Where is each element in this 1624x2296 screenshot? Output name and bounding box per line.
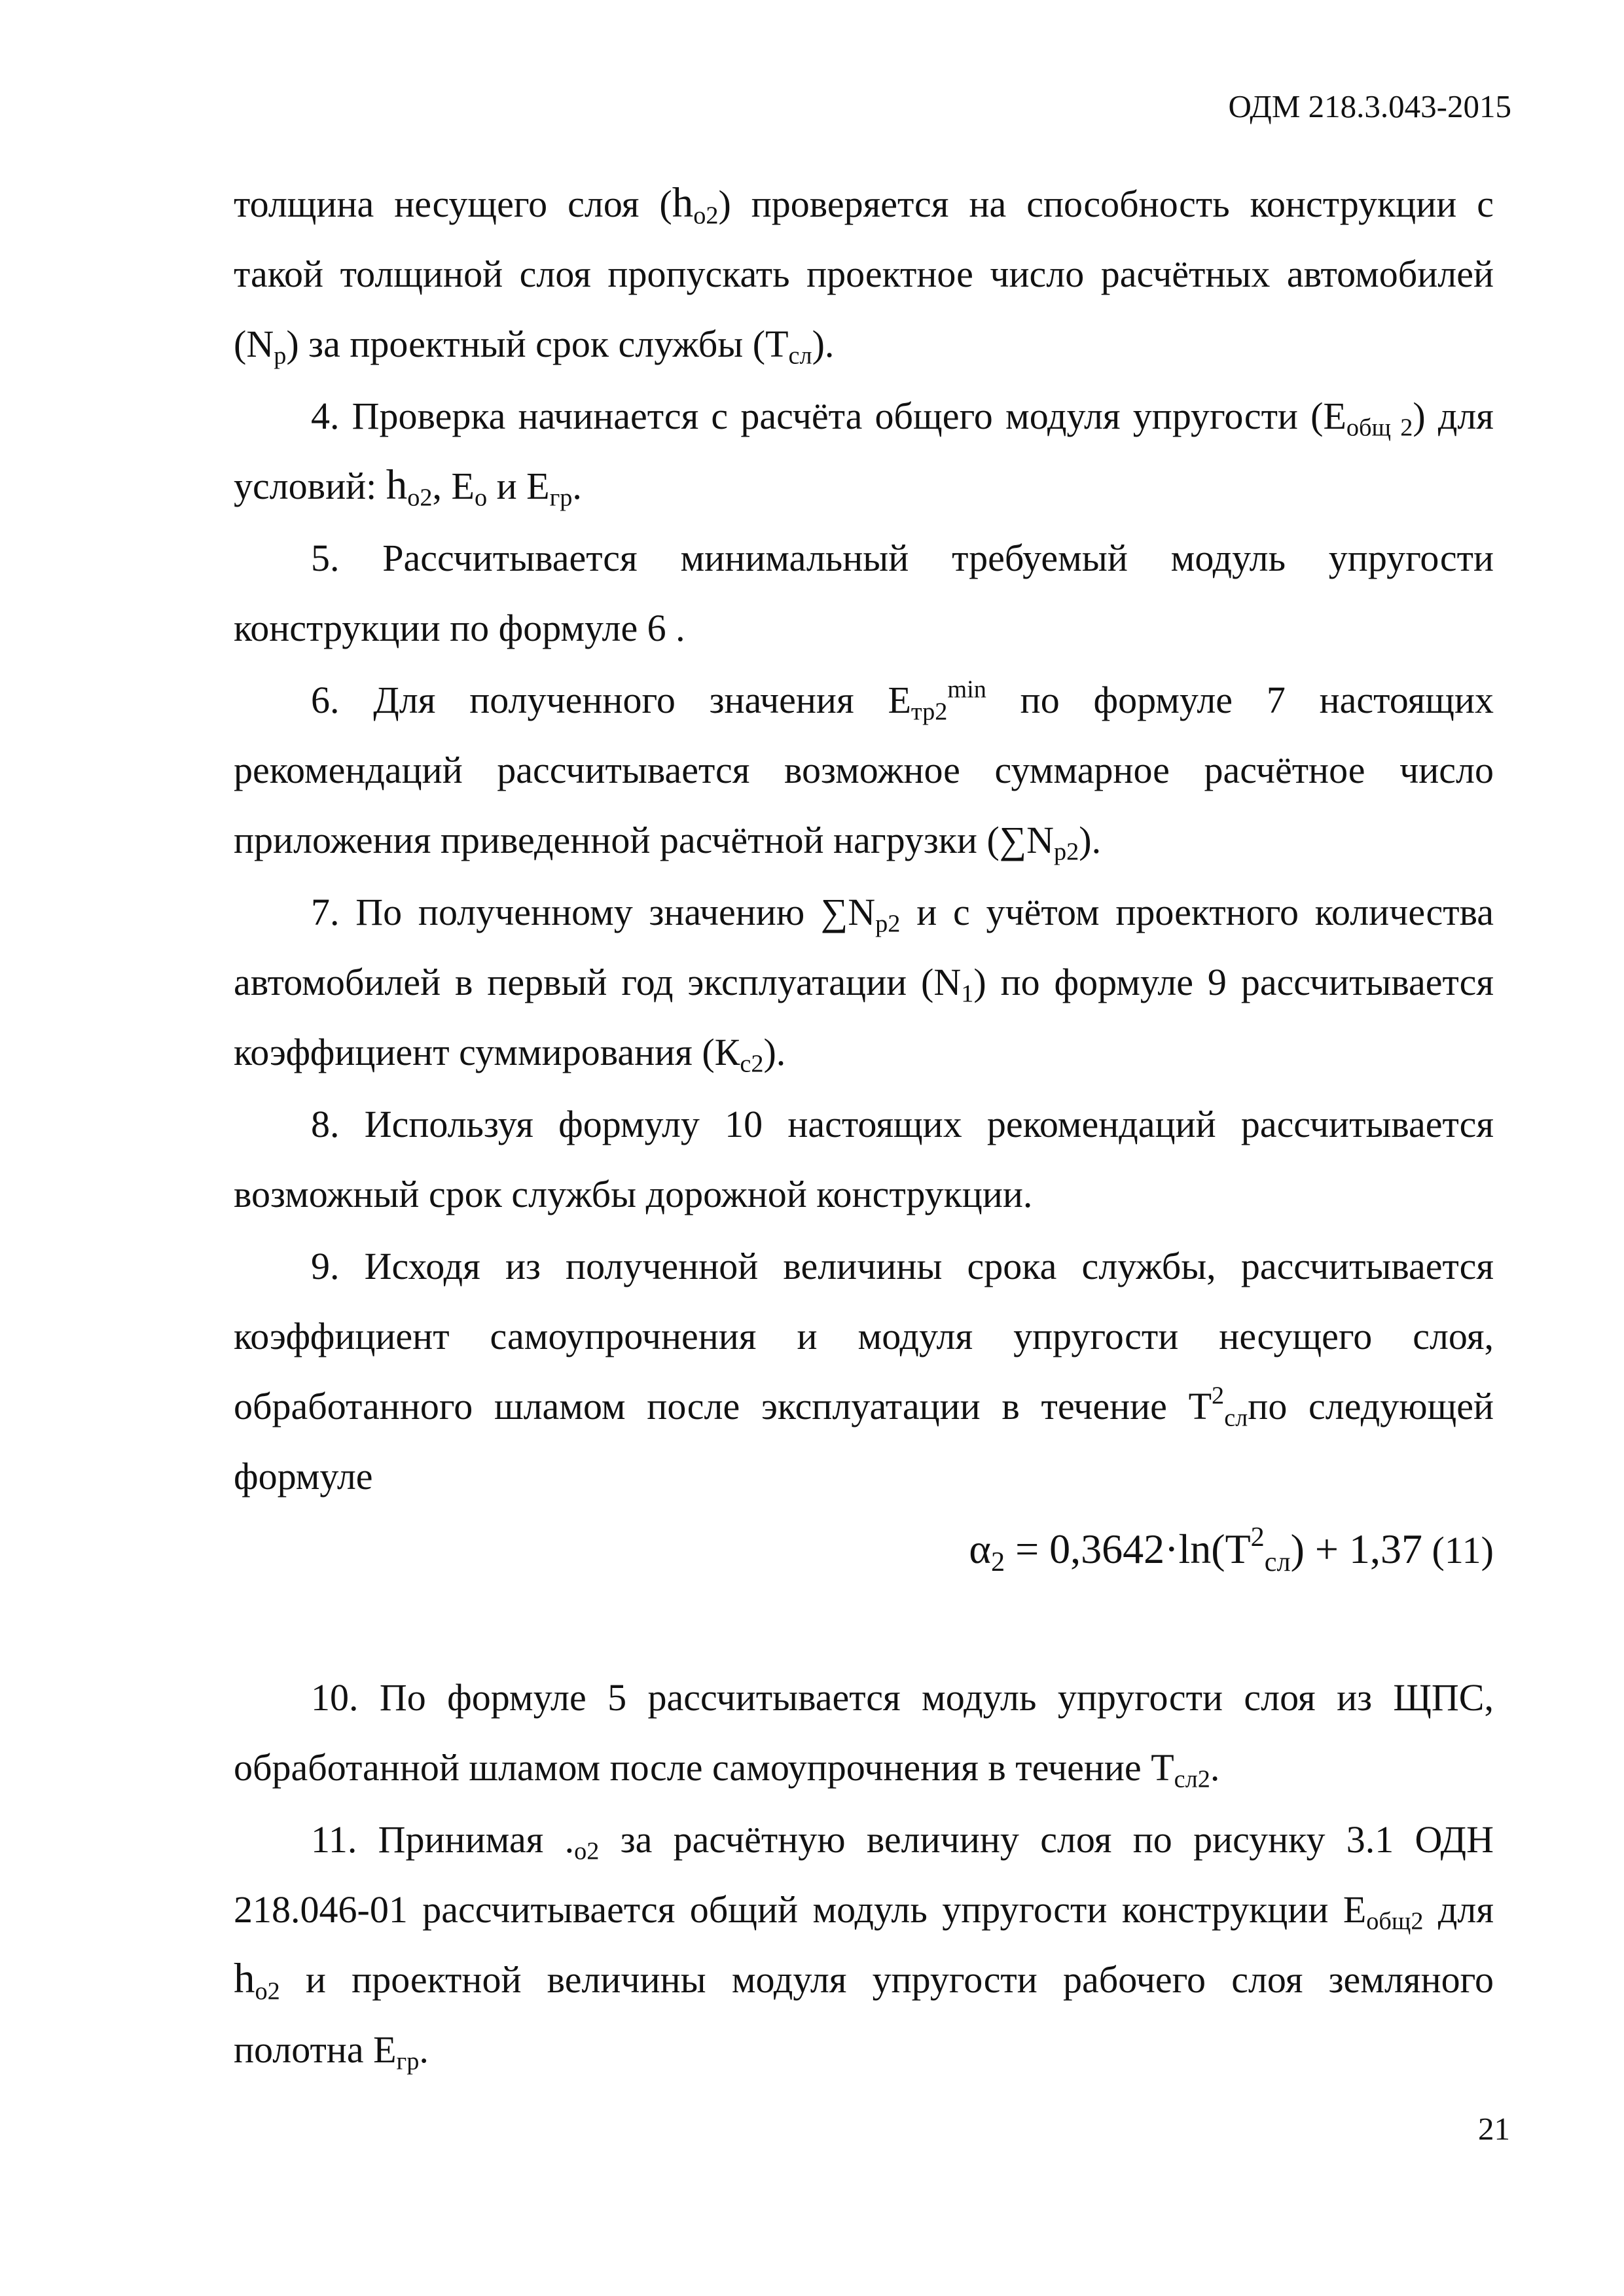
symbol-n: N bbox=[1026, 819, 1055, 861]
subscript: р2 bbox=[1054, 838, 1079, 866]
symbol-e: Е bbox=[888, 679, 911, 721]
subscript: сл bbox=[1224, 1404, 1248, 1432]
text: ) проверяется на способность конструкции с такой толщиной слоя пропускать проектное число расчётных автомобилей ( bbox=[234, 183, 1494, 365]
paragraph-item-5 bbox=[234, 523, 1494, 663]
subscript: сл bbox=[1264, 1546, 1291, 1577]
text: 7. По полученному значению bbox=[311, 891, 821, 933]
symbol-t: Т bbox=[1225, 1526, 1251, 1572]
superscript: 2 bbox=[1250, 1521, 1265, 1552]
text: 5. Рассчитывается минимальный требуемый модуль упругости конструкции по формуле 6 . bbox=[234, 537, 1494, 649]
symbol-n: N bbox=[848, 891, 876, 933]
symbol-t: Т bbox=[765, 323, 789, 365]
text: 4. Проверка начинается с расчёта общего модуля упругости ( bbox=[311, 395, 1324, 437]
formula-text: ) + 1,37 bbox=[1290, 1526, 1423, 1572]
symbol-t: Т bbox=[1151, 1746, 1174, 1789]
formula-11 bbox=[234, 1511, 1494, 1585]
subscript: гр bbox=[549, 484, 573, 512]
text: ). bbox=[763, 1031, 786, 1073]
page-body bbox=[234, 169, 1494, 2085]
text: ). bbox=[812, 323, 835, 365]
superscript: min bbox=[947, 675, 986, 704]
subscript: о2 bbox=[693, 202, 719, 230]
subscript: о2 bbox=[574, 1837, 600, 1865]
text: и проектной величины модуля упругости рабочего слоя земляного полотна bbox=[234, 1958, 1494, 2071]
subscript: о2 bbox=[255, 1977, 280, 2005]
subscript: о bbox=[474, 484, 488, 512]
symbol-e: . bbox=[564, 1818, 575, 1861]
subscript: о2 bbox=[407, 484, 433, 512]
text: и bbox=[487, 465, 527, 507]
paragraph-item-4 bbox=[234, 381, 1494, 521]
paragraph-item-7 bbox=[234, 877, 1494, 1087]
paragraph-item-11 bbox=[234, 1804, 1494, 2085]
text: по формуле 7 настоящих рекомендаций рассчитывается возможное суммарное расчётное число приложения приведенной расчётной нагрузки ( bbox=[234, 679, 1494, 861]
text: для bbox=[1423, 1888, 1494, 1931]
symbol-e: Е bbox=[373, 2028, 397, 2071]
paragraph-continuation bbox=[234, 169, 1494, 379]
sum-symbol: ∑ bbox=[999, 819, 1027, 861]
page-number: 21 bbox=[1478, 2111, 1510, 2147]
text: за расчётную величину слоя по рисунку 3.1 ОДН 218.046-01 рассчитывается общий модуль упругости конструкции bbox=[234, 1818, 1494, 1931]
symbol-h: h bbox=[672, 179, 694, 226]
symbol-h: h bbox=[386, 461, 408, 509]
sum-symbol: ∑ bbox=[820, 891, 848, 933]
symbol-alpha: α bbox=[969, 1526, 991, 1572]
subscript: тр2 bbox=[911, 698, 948, 726]
text: 8. Используя формулу 10 настоящих рекомендаций рассчитывается возможный срок службы дорожной конструкции. bbox=[234, 1103, 1494, 1215]
text: . bbox=[572, 465, 582, 507]
symbol-e: Е bbox=[1323, 395, 1346, 437]
subscript: сл bbox=[788, 342, 812, 370]
text: по следующей формуле bbox=[234, 1385, 1494, 1498]
text: , bbox=[432, 465, 452, 507]
text: ) для условий: bbox=[234, 395, 1494, 507]
document-code-header: ОДМ 218.3.043-2015 bbox=[1228, 88, 1511, 124]
text: и с учётом проектного количества автомобилей в первый год эксплуатации ( bbox=[234, 891, 1494, 1003]
symbol-e: Е bbox=[1343, 1888, 1367, 1931]
symbol-k: К bbox=[714, 1031, 740, 1073]
text: . bbox=[1210, 1746, 1220, 1789]
subscript: 2 bbox=[990, 1546, 1005, 1577]
symbol-h: h bbox=[234, 1955, 255, 2002]
subscript: гр bbox=[396, 2047, 420, 2075]
text: . bbox=[419, 2028, 429, 2071]
equation-number: (11) bbox=[1422, 1529, 1494, 1571]
paragraph-item-10 bbox=[234, 1662, 1494, 1803]
text: 9. Исходя из полученной величины срока службы, рассчитывается коэффициент самоупрочнения и модуля упругости несущего слоя, обработанного шламом после эксплуатации в течение bbox=[234, 1245, 1494, 1427]
subscript: с2 bbox=[740, 1050, 764, 1078]
text: 10. По формуле 5 рассчитывается модуль упругости слоя из ЩПС, обработанной шламом после самоупрочнения в течение bbox=[234, 1676, 1494, 1789]
symbol-n: N bbox=[933, 961, 962, 1003]
subscript: сл2 bbox=[1174, 1765, 1210, 1793]
subscript: р2 bbox=[875, 910, 901, 938]
text: толщина несущего слоя ( bbox=[234, 183, 672, 225]
subscript: 1 bbox=[961, 980, 974, 1008]
formula-text: = 0,3642·ln( bbox=[1005, 1526, 1225, 1572]
text: 6. Для полученного значения bbox=[311, 679, 888, 721]
text: 11. Принимая bbox=[311, 1818, 565, 1861]
paragraph-item-6 bbox=[234, 665, 1494, 875]
subscript: р bbox=[274, 342, 287, 370]
text: ) за проектный срок службы ( bbox=[286, 323, 766, 365]
text: ) по формуле 9 рассчитывается коэффициент суммирования ( bbox=[234, 961, 1494, 1073]
symbol-t: Т bbox=[1188, 1385, 1212, 1427]
paragraph-item-8 bbox=[234, 1089, 1494, 1229]
superscript: 2 bbox=[1212, 1382, 1225, 1410]
symbol-e: Е bbox=[451, 465, 475, 507]
subscript: общ2 bbox=[1366, 1907, 1424, 1935]
text: ). bbox=[1079, 819, 1102, 861]
paragraph-item-9 bbox=[234, 1231, 1494, 1511]
symbol-e: Е bbox=[526, 465, 550, 507]
subscript: общ 2 bbox=[1346, 414, 1413, 442]
symbol-n: N bbox=[246, 323, 274, 365]
